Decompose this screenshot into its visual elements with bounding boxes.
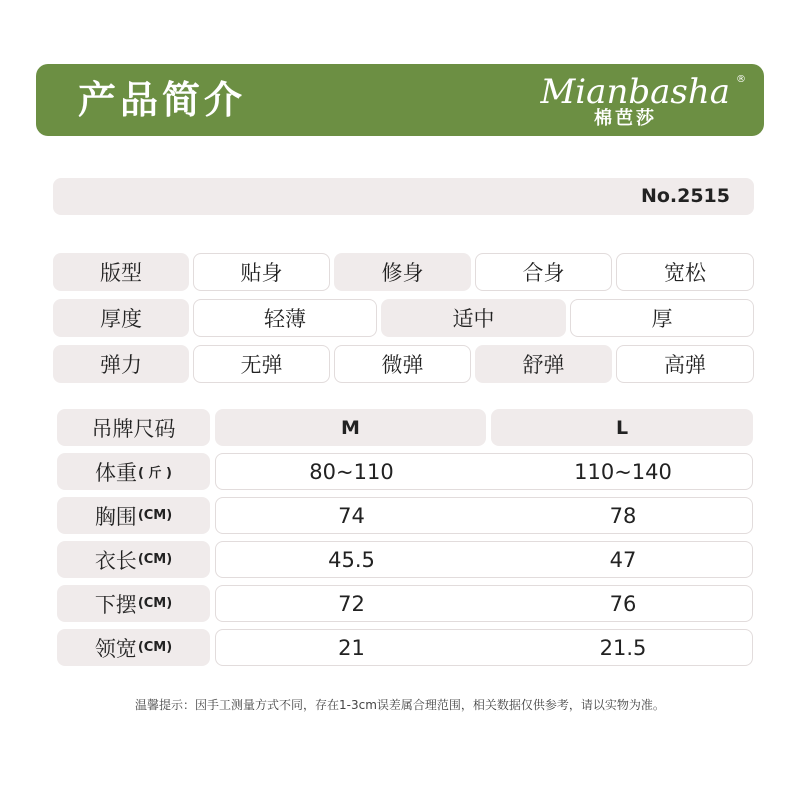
size-row-values bbox=[215, 453, 753, 490]
elasticity-label: 弹力 bbox=[53, 345, 189, 383]
elasticity-option-none: 无弹 bbox=[193, 345, 330, 383]
size-value-l: 78 bbox=[609, 503, 637, 528]
fit-option-slim: 修身 bbox=[334, 253, 471, 291]
size-header-m: M bbox=[215, 409, 486, 446]
elasticity-option-comfort: 舒弹 bbox=[475, 345, 612, 383]
thickness-option-medium: 适中 bbox=[381, 299, 566, 337]
size-row-values bbox=[215, 497, 753, 534]
size-header-l: L bbox=[491, 409, 753, 446]
size-row-unit: (CM) bbox=[137, 508, 173, 523]
size-row-unit: (CM) bbox=[137, 596, 173, 611]
measurement-note: 温馨提示：因手工测量方式不同，存在1-3cm误差属合理范围，相关数据仅供参考，请以实物为准。 bbox=[135, 698, 665, 712]
model-number: No.2515 bbox=[640, 185, 730, 207]
elasticity-option-slight: 微弹 bbox=[334, 345, 471, 383]
size-value-m: 80~110 bbox=[309, 459, 394, 484]
size-row-unit: (CM) bbox=[137, 640, 173, 655]
size-value-l: 47 bbox=[609, 547, 637, 572]
size-row-values bbox=[215, 585, 753, 622]
thickness-label: 厚度 bbox=[53, 299, 189, 337]
fit-option-tight: 贴身 bbox=[193, 253, 330, 291]
thickness-option-thin: 轻薄 bbox=[193, 299, 377, 337]
size-row-label bbox=[57, 585, 210, 622]
size-row-name: 领宽 bbox=[94, 636, 137, 661]
size-value-m: 72 bbox=[338, 591, 365, 616]
size-value-m: 74 bbox=[338, 503, 365, 528]
size-row-unit: ( 斤 ) bbox=[138, 466, 172, 481]
size-value-l: 76 bbox=[609, 591, 637, 616]
size-tag-label: 吊牌尺码 bbox=[57, 409, 210, 446]
brand-name: Mianbasha bbox=[540, 72, 730, 112]
size-row-label bbox=[57, 629, 210, 666]
elasticity-option-high: 高弹 bbox=[616, 345, 754, 383]
size-row-name: 下摆 bbox=[94, 592, 137, 617]
thickness-option-thick: 厚 bbox=[570, 299, 754, 337]
header-banner bbox=[36, 64, 764, 136]
size-row-unit: (CM) bbox=[137, 552, 173, 567]
size-row-name: 体重 bbox=[95, 460, 138, 485]
size-row-label bbox=[57, 541, 210, 578]
size-row-name: 胸围 bbox=[94, 504, 137, 529]
model-number-bar bbox=[53, 178, 754, 215]
fit-label: 版型 bbox=[53, 253, 189, 291]
size-row-label bbox=[57, 453, 210, 490]
brand-chinese-name: 棉芭莎 bbox=[594, 108, 657, 129]
size-row-values bbox=[215, 629, 753, 666]
brand-logo bbox=[540, 72, 746, 132]
size-value-m: 21 bbox=[338, 635, 365, 660]
size-value-m: 45.5 bbox=[328, 547, 375, 572]
size-row-name: 衣长 bbox=[94, 548, 137, 573]
size-value-l: 21.5 bbox=[599, 635, 647, 660]
size-value-l: 110~140 bbox=[574, 459, 672, 484]
size-row-label bbox=[57, 497, 210, 534]
fit-option-loose: 宽松 bbox=[616, 253, 754, 291]
size-row-values bbox=[215, 541, 753, 578]
registered-mark: ® bbox=[736, 74, 746, 85]
fit-option-regular: 合身 bbox=[475, 253, 612, 291]
page-title: 产品简介 bbox=[78, 78, 247, 122]
